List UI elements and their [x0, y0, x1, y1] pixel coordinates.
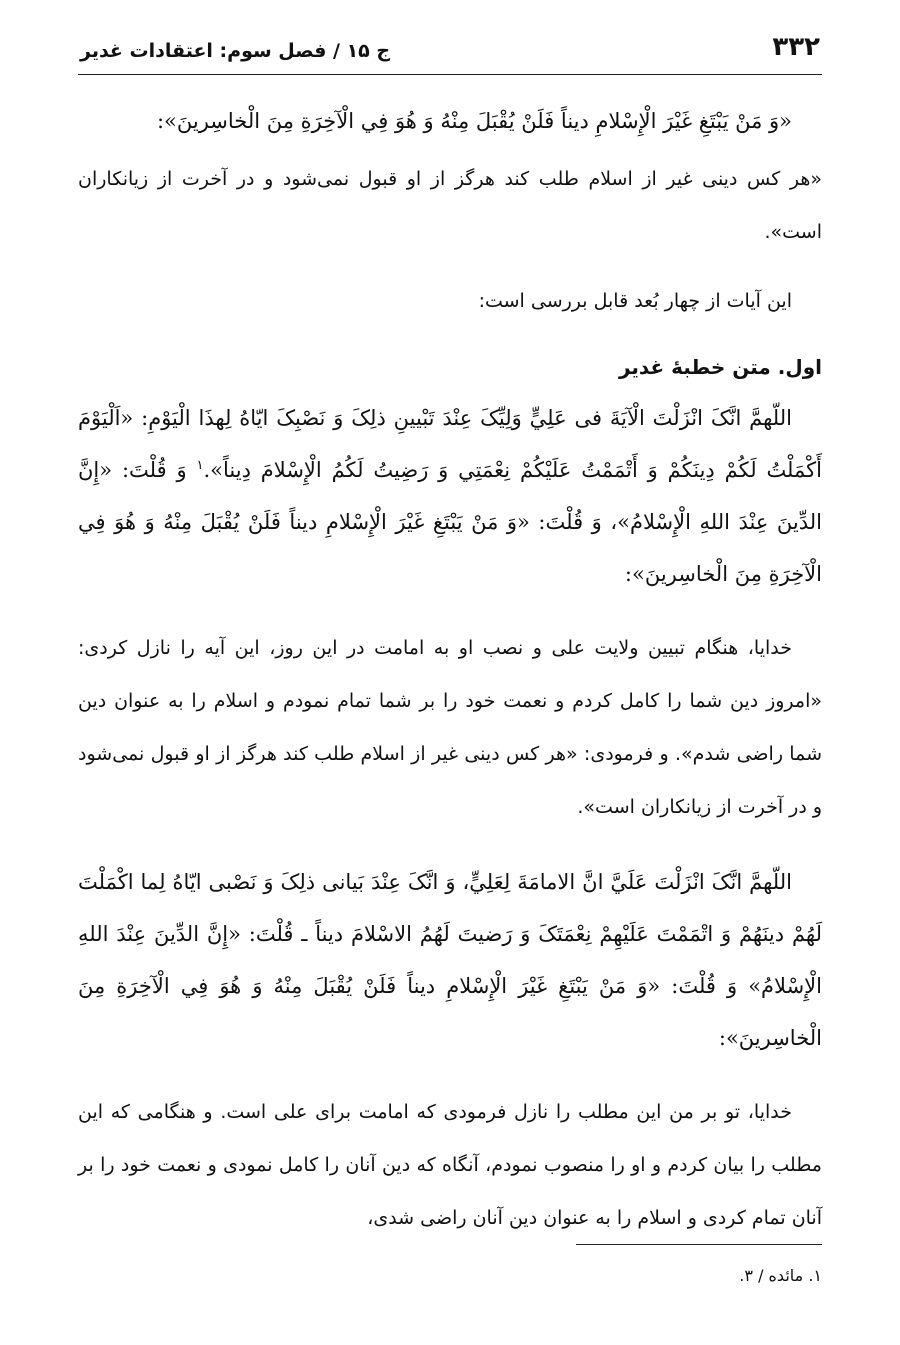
persian-paragraph-1: خدایا، هنگام تبیین ولایت علی و نصب او به امامت در این روز، این آیه را نازل کردی: «امروز دین شما را کامل کردم و نعمت خود را بر شما تمام نمودم و اسلام را به عنوان دین شما راضی شدم». و فرمودی: «هر کس دینی غیر از اسلام طلب کند هرگز از او قبول نمی‌شود و در آخرت از زیانکاران است». — [78, 637, 822, 818]
intro-paragraph: این آیات از چهار بُعد قابل بررسی است: — [478, 290, 792, 312]
arabic-paragraph-2: اللّهمَّ انَّکَ انْزَلْتَ عَلَيَّ انَّ الامامَةَ لِعَلِيٍّ، وَ انَّکَ عِنْدَ بَيانى ذلِکَ وَ نَصْبى ايّاهُ لِما اكْمَلْتَ لَهُمْ دينَهُمْ وَ اتْمَمْتَ عَلَيْهِمْ نِعْمَتَکَ وَ رَضيتَ لَهُمُ الاسْلامَ ديناً ـ قُلْتَ: «إِنَّ الدِّينَ عِنْدَ اللهِ الْإِسْلامُ» وَ قُلْتَ: «وَ مَنْ يَبْتَغِ غَيْرَ الْإِسْلامِ ديناً فَلَنْ يُقْبَلَ مِنْهُ وَ هُوَ فِي الْآخِرَةِ مِنَ الْخاسِرينَ»: — [78, 870, 822, 1050]
verse-translation: «هر کس دینی غیر از اسلام طلب کند هرگز از او قبول نمی‌شود و در آخرت از زیانکاران است». — [78, 168, 822, 243]
page-header — [78, 30, 822, 75]
footnote-divider — [576, 1244, 822, 1245]
page-body — [78, 95, 822, 1245]
arabic-paragraph-1-main: اللّهمَّ انَّکَ انْزَلْتَ الْآيَةَ فى عَلِيٍّ وَلِيِّکَ عِنْدَ تَبْيينِ ذلِکَ وَ نَصْبِکَ ايّاهُ لِهذَا الْيَوْمِ: «اَلْيَوْمَ أَكْمَلْتُ لَكُمْ دِينَكُمْ وَ أَتْمَمْتُ عَلَيْكُمْ نِعْمَتِي وَ رَضِيتُ لَكُمُ الْإِسْلامَ دِيناً». — [78, 406, 822, 482]
page-number: ۳۳۲ — [772, 32, 820, 62]
section-heading: اول. متن خطبهٔ غدیر — [618, 355, 822, 379]
verse-quote: «وَ مَنْ يَبْتَغِ غَيْرَ الْإِسْلامِ ديناً فَلَنْ يُقْبَلَ مِنْهُ وَ هُوَ فِي الْآخِرَةِ مِنَ الْخاسِرينَ»: — [156, 109, 792, 133]
footnote: ۱. مائده / ۳. — [739, 1266, 822, 1285]
footnote-reference: ۱ — [196, 458, 204, 473]
arabic-paragraph-1 — [78, 392, 822, 600]
arabic-paragraph-1-rest: وَ قُلْتَ: «إِنَّ الدِّينَ عِنْدَ اللهِ الْإِسْلامُ»، وَ قُلْتَ: «وَ مَنْ يَبْتَغِ غَيْرَ الْإِسْلامِ ديناً فَلَنْ يُقْبَلَ مِنْهُ وَ هُوَ فِي الْآخِرَةِ مِنَ الْخاسِرينَ»: — [78, 458, 822, 586]
persian-paragraph-2: خدایا، تو بر من این مطلب را نازل فرمودی که امامت برای علی است. و هنگامی که این مطلب را بیان کردم و او را منصوب نمودم، آنگاه که دین آنان را کامل نمودی و نعمت خود را بر آنان تمام کردی و اسلام را به عنوان دین آنان راضی شدی، — [78, 1101, 822, 1229]
running-title: ج ۱۵ / فصل سوم: اعتقادات غدیر — [80, 40, 391, 62]
